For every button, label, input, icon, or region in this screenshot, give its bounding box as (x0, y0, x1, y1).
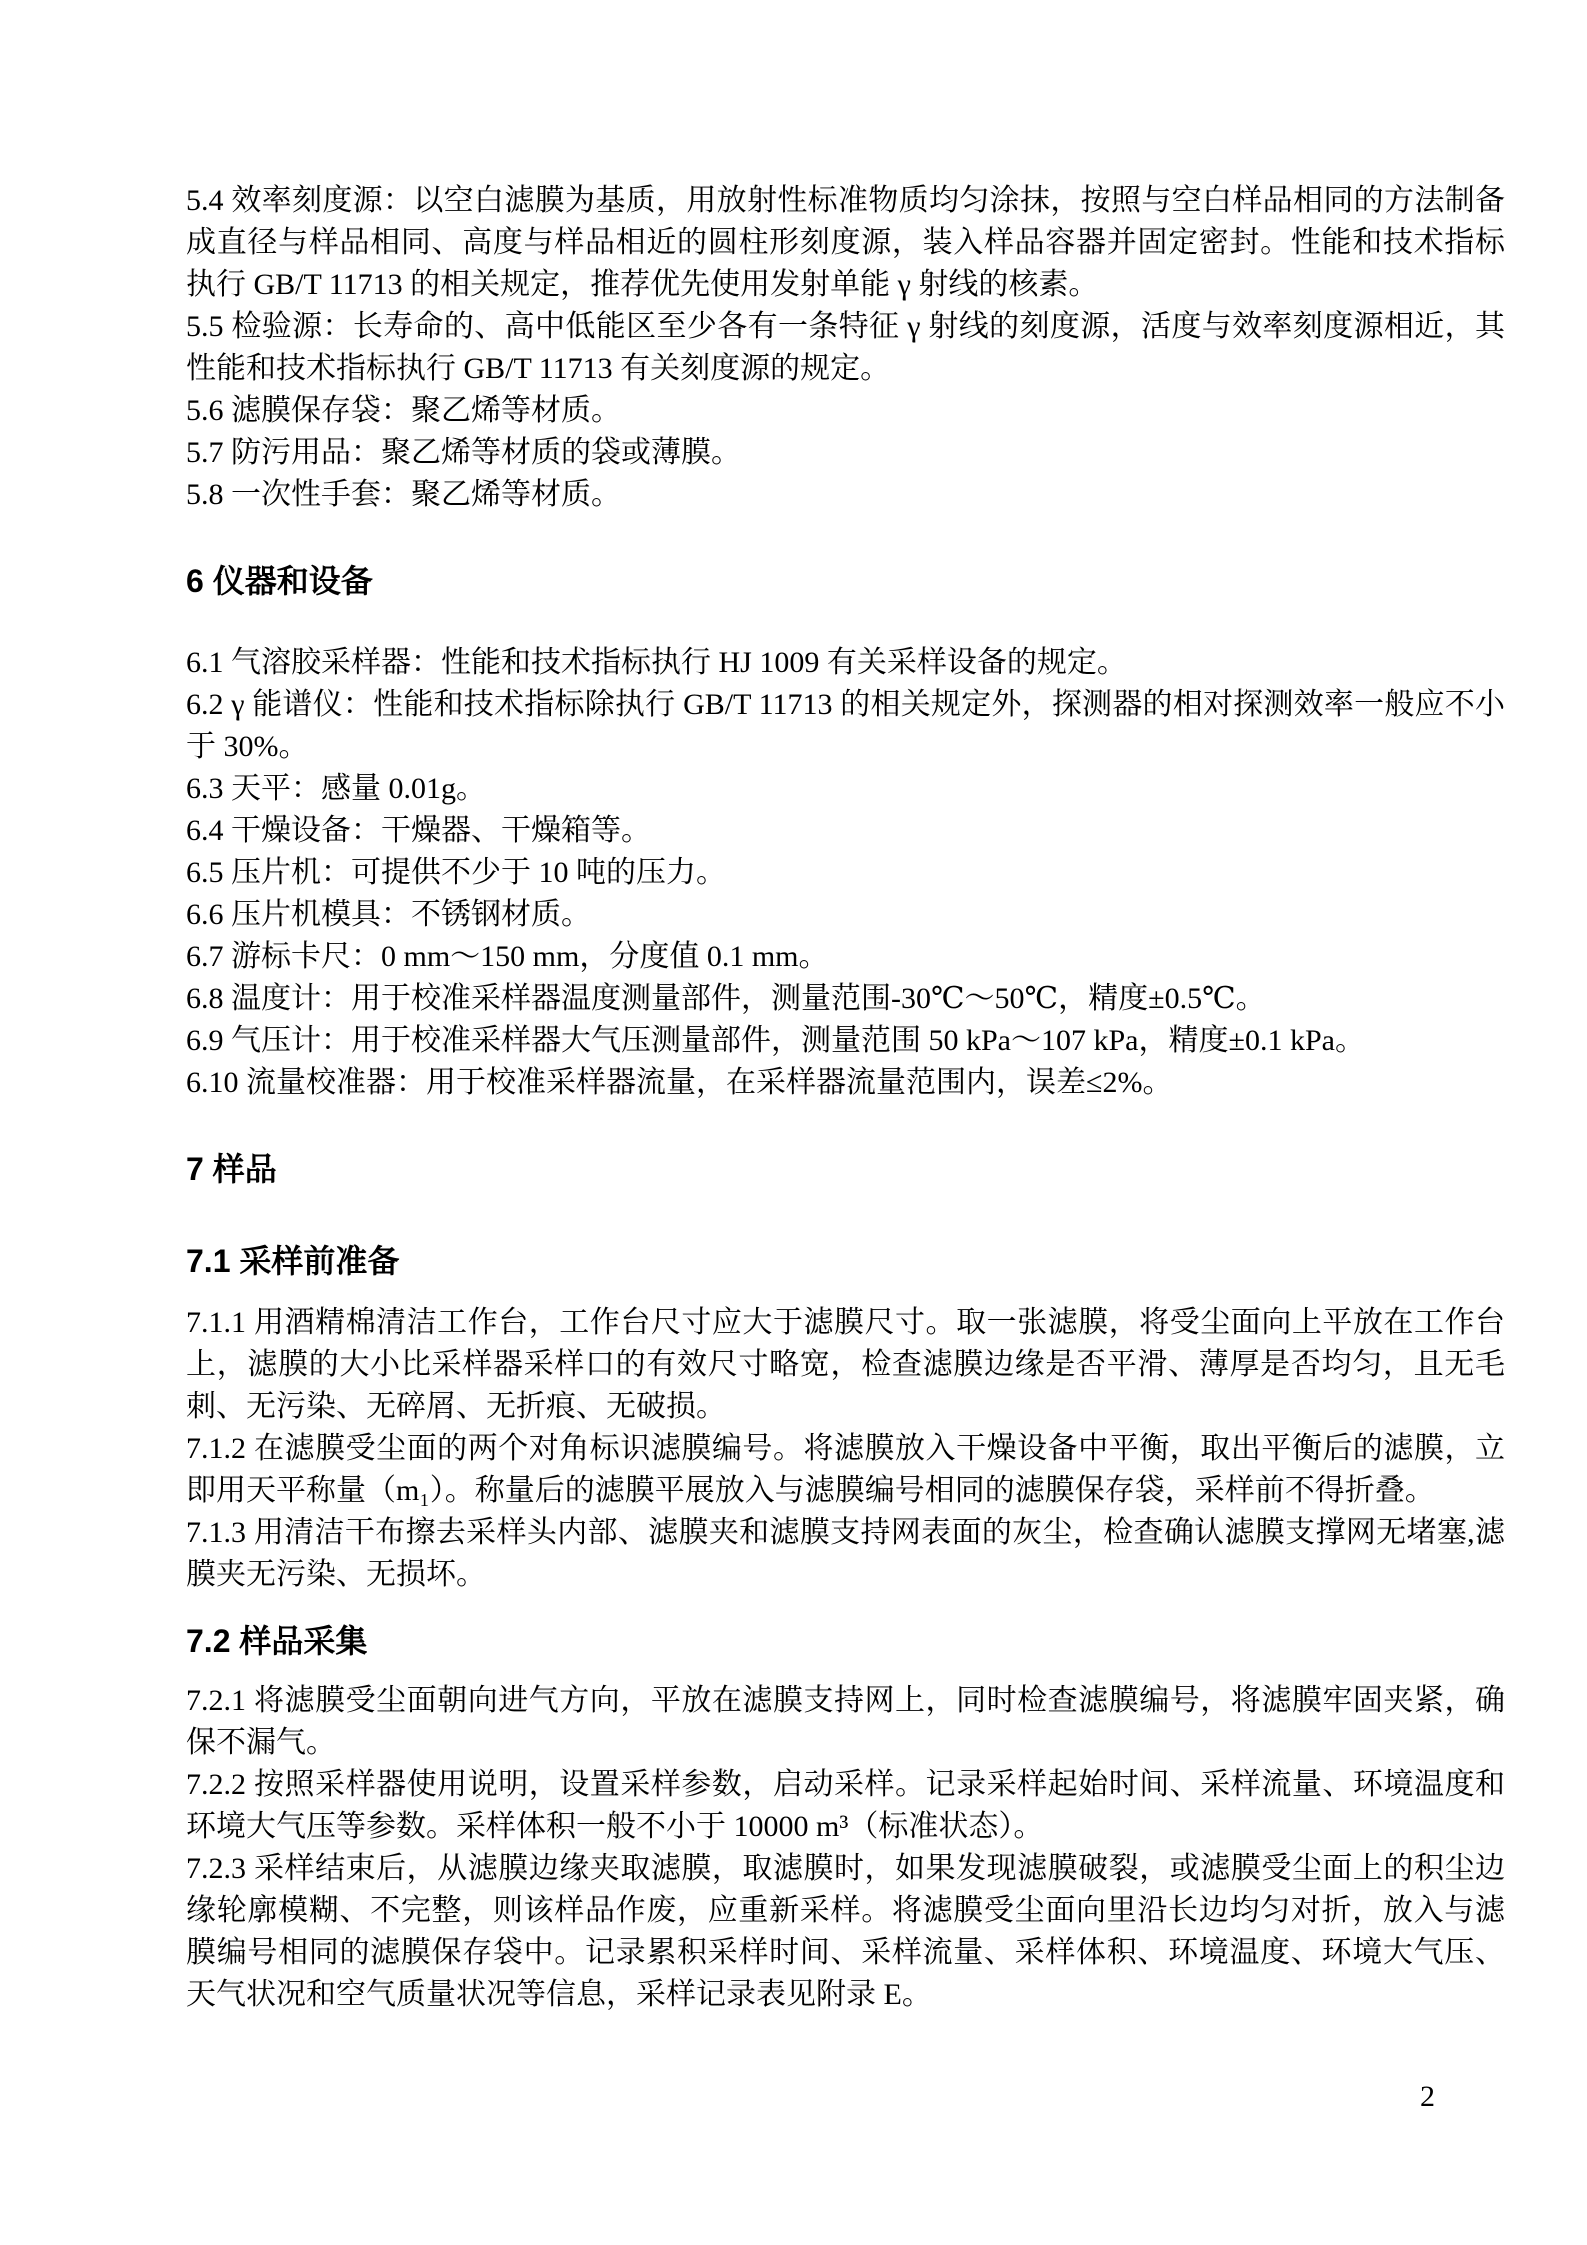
clause-7-2-3: 7.2.3 采样结束后，从滤膜边缘夹取滤膜，取滤膜时，如果发现滤膜破裂，或滤膜受尘面上的积尘边缘轮廓模糊、不完整，则该样品作废，应重新采样。将滤膜受尘面向里沿长边均匀对折，放入与滤膜编号相同的滤膜保存袋中。记录累积采样时间、采样流量、采样体积、环境温度、环境大气压、天气状况和空气质量状况等信息，采样记录表见附录 E。 (186, 1852, 1505, 2011)
document-body (186, 180, 1505, 2016)
heading-7-1-pre-sampling-preparation: 7.1 采样前准备 (186, 1243, 400, 1279)
heading-6-instruments-equipment: 6 仪器和设备 (186, 563, 373, 599)
clause-6-2: 6.2 γ 能谱仪：性能和技术指标除执行 GB/T 11713 的相关规定外，探测器的相对探测效率一般应不小于 30%。 (186, 688, 1505, 763)
heading-7-samples: 7 样品 (186, 1151, 277, 1187)
clause-6-7: 6.7 游标卡尺：0 mm～150 mm，分度值 0.1 mm。 (186, 940, 829, 973)
clause-7-2-2: 7.2.2 按照采样器使用说明，设置采样参数，启动采样。记录采样起始时间、采样流量、环境温度和环境大气压等参数。采样体积一般不小于 10000 m³（标准状态）。 (186, 1768, 1505, 1843)
clause-6-8: 6.8 温度计：用于校准采样器温度测量部件，测量范围-30℃～50℃，精度±0.5℃。 (186, 982, 1266, 1015)
clause-7-1-1: 7.1.1 用酒精棉清洁工作台，工作台尺寸应大于滤膜尺寸。取一张滤膜，将受尘面向上平放在工作台上，滤膜的大小比采样器采样口的有效尺寸略宽，检查滤膜边缘是否平滑、薄厚是否均匀，且无毛刺、无污染、无碎屑、无折痕、无破损。 (186, 1306, 1505, 1423)
clause-5-5: 5.5 检验源：长寿命的、高中低能区至少各有一条特征 γ 射线的刻度源，活度与效率刻度源相近，其性能和技术指标执行 GB/T 11713 有关刻度源的规定。 (186, 310, 1505, 385)
clause-7-1-2: 7.1.2 在滤膜受尘面的两个对角标识滤膜编号。将滤膜放入干燥设备中平衡，取出平衡后的滤膜，立即用天平称量（m₁）。称量后的滤膜平展放入与滤膜编号相同的滤膜保存袋，采样前不得折叠。 (186, 1432, 1505, 1507)
clause-6-3: 6.3 天平：感量 0.01g。 (186, 772, 486, 805)
clause-5-6: 5.6 滤膜保存袋：聚乙烯等材质。 (186, 394, 621, 427)
heading-7-2-sample-collection: 7.2 样品采集 (186, 1623, 368, 1659)
clause-6-4: 6.4 干燥设备：干燥器、干燥箱等。 (186, 814, 651, 847)
clause-5-7: 5.7 防污用品：聚乙烯等材质的袋或薄膜。 (186, 436, 741, 469)
clause-5-4: 5.4 效率刻度源：以空白滤膜为基质，用放射性标准物质均匀涂抹，按照与空白样品相同的方法制备成直径与样品相同、高度与样品相近的圆柱形刻度源，装入样品容器并固定密封。性能和技术指标执行 GB/T 11713 的相关规定，推荐优先使用发射单能 γ 射线的核素。 (186, 184, 1505, 301)
clause-6-9: 6.9 气压计：用于校准采样器大气压测量部件，测量范围 50 kPa～107 kPa，精度±0.1 kPa。 (186, 1024, 1365, 1057)
clause-7-1-3: 7.1.3 用清洁干布擦去采样头内部、滤膜夹和滤膜支持网表面的灰尘，检查确认滤膜支撑网无堵塞,滤膜夹无污染、无损坏。 (186, 1516, 1505, 1591)
clause-5-8: 5.8 一次性手套：聚乙烯等材质。 (186, 478, 621, 511)
clause-6-6: 6.6 压片机模具：不锈钢材质。 (186, 898, 591, 931)
page-number: 2 (1420, 2080, 1435, 2113)
clause-7-2-1: 7.2.1 将滤膜受尘面朝向进气方向，平放在滤膜支持网上，同时检查滤膜编号，将滤膜牢固夹紧，确保不漏气。 (186, 1684, 1505, 1759)
clause-6-5: 6.5 压片机：可提供不少于 10 吨的压力。 (186, 856, 726, 889)
clause-6-10: 6.10 流量校准器：用于校准采样器流量，在采样器流量范围内，误差≤2%。 (186, 1066, 1173, 1099)
clause-6-1: 6.1 气溶胶采样器：性能和技术指标执行 HJ 1009 有关采样设备的规定。 (186, 646, 1127, 679)
